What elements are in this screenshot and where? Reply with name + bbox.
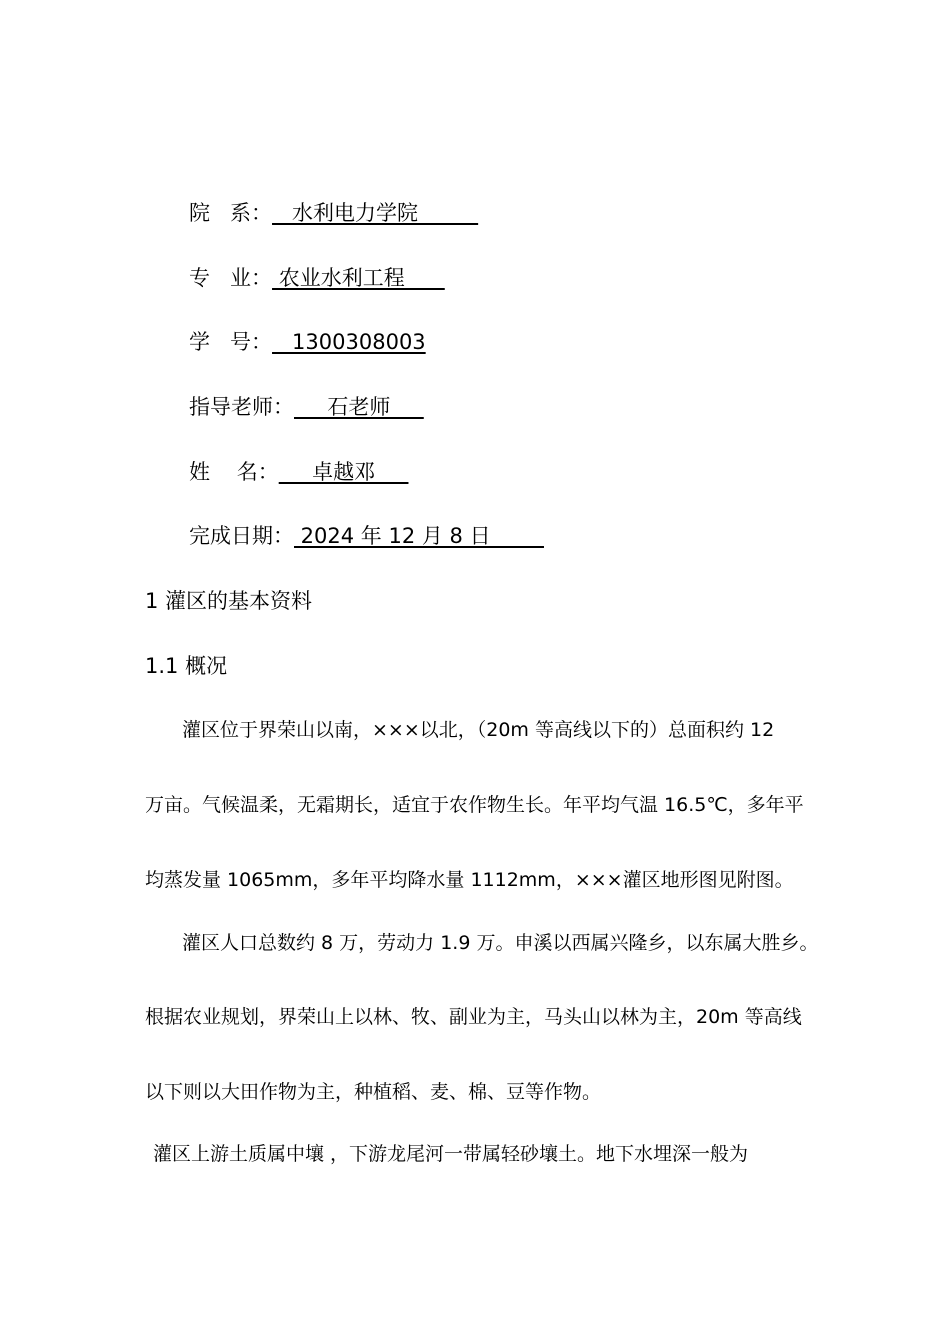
section-heading: 1 灌区的基本资料	[145, 589, 313, 613]
student-id-value: 1300308003	[272, 330, 426, 354]
name-label: 姓 名：	[189, 460, 279, 484]
info-row-student-id	[189, 327, 426, 357]
info-row-department	[189, 198, 478, 228]
department-label: 院 系：	[189, 201, 273, 225]
advisor-value: 石老师	[294, 395, 424, 419]
info-row-major	[189, 263, 445, 293]
info-row-name	[189, 457, 408, 487]
major-label: 专 业：	[189, 266, 273, 290]
paragraph-3-line-1: 灌区上游土质属中壤 ，下游龙尾河一带属轻砂壤土。地下水埋深一般为	[153, 1143, 749, 1165]
major-value: 农业水利工程	[272, 266, 445, 290]
paragraph-1-line-2: 万亩。气候温柔，无霜期长，适宜于农作物生长。年平均气温 16.5℃，多年平	[145, 794, 804, 816]
advisor-label: 指导老师：	[189, 395, 294, 419]
subsection-heading: 1.1 概况	[145, 654, 228, 678]
paragraph-2-line-1: 灌区人口总数约 8 万，劳动力 1.9 万。申溪以西属兴隆乡，以东属大胜乡。	[182, 932, 819, 954]
completion-date-label: 完成日期：	[189, 524, 294, 548]
completion-date-value: 2024 年 12 月 8 日	[294, 524, 544, 548]
student-id-label: 学 号：	[189, 330, 273, 354]
name-value: 卓越邓	[278, 460, 409, 484]
paragraph-1-line-1: 灌区位于界荣山以南，×××以北，（20m 等高线以下的）总面积约 12	[182, 719, 775, 741]
info-row-completion-date	[189, 521, 544, 551]
paragraph-2-line-2: 根据农业规划，界荣山上以林、牧、副业为主，马头山以林为主，20m 等高线	[145, 1006, 802, 1028]
department-value: 水利电力学院	[272, 201, 479, 225]
paragraph-2-line-3: 以下则以大田作物为主，种植稻、麦、棉、豆等作物。	[145, 1081, 602, 1103]
paragraph-1-line-3: 均蒸发量 1065mm，多年平均降水量 1112mm，×××灌区地形图见附图。	[145, 869, 794, 891]
info-row-advisor	[189, 392, 424, 422]
